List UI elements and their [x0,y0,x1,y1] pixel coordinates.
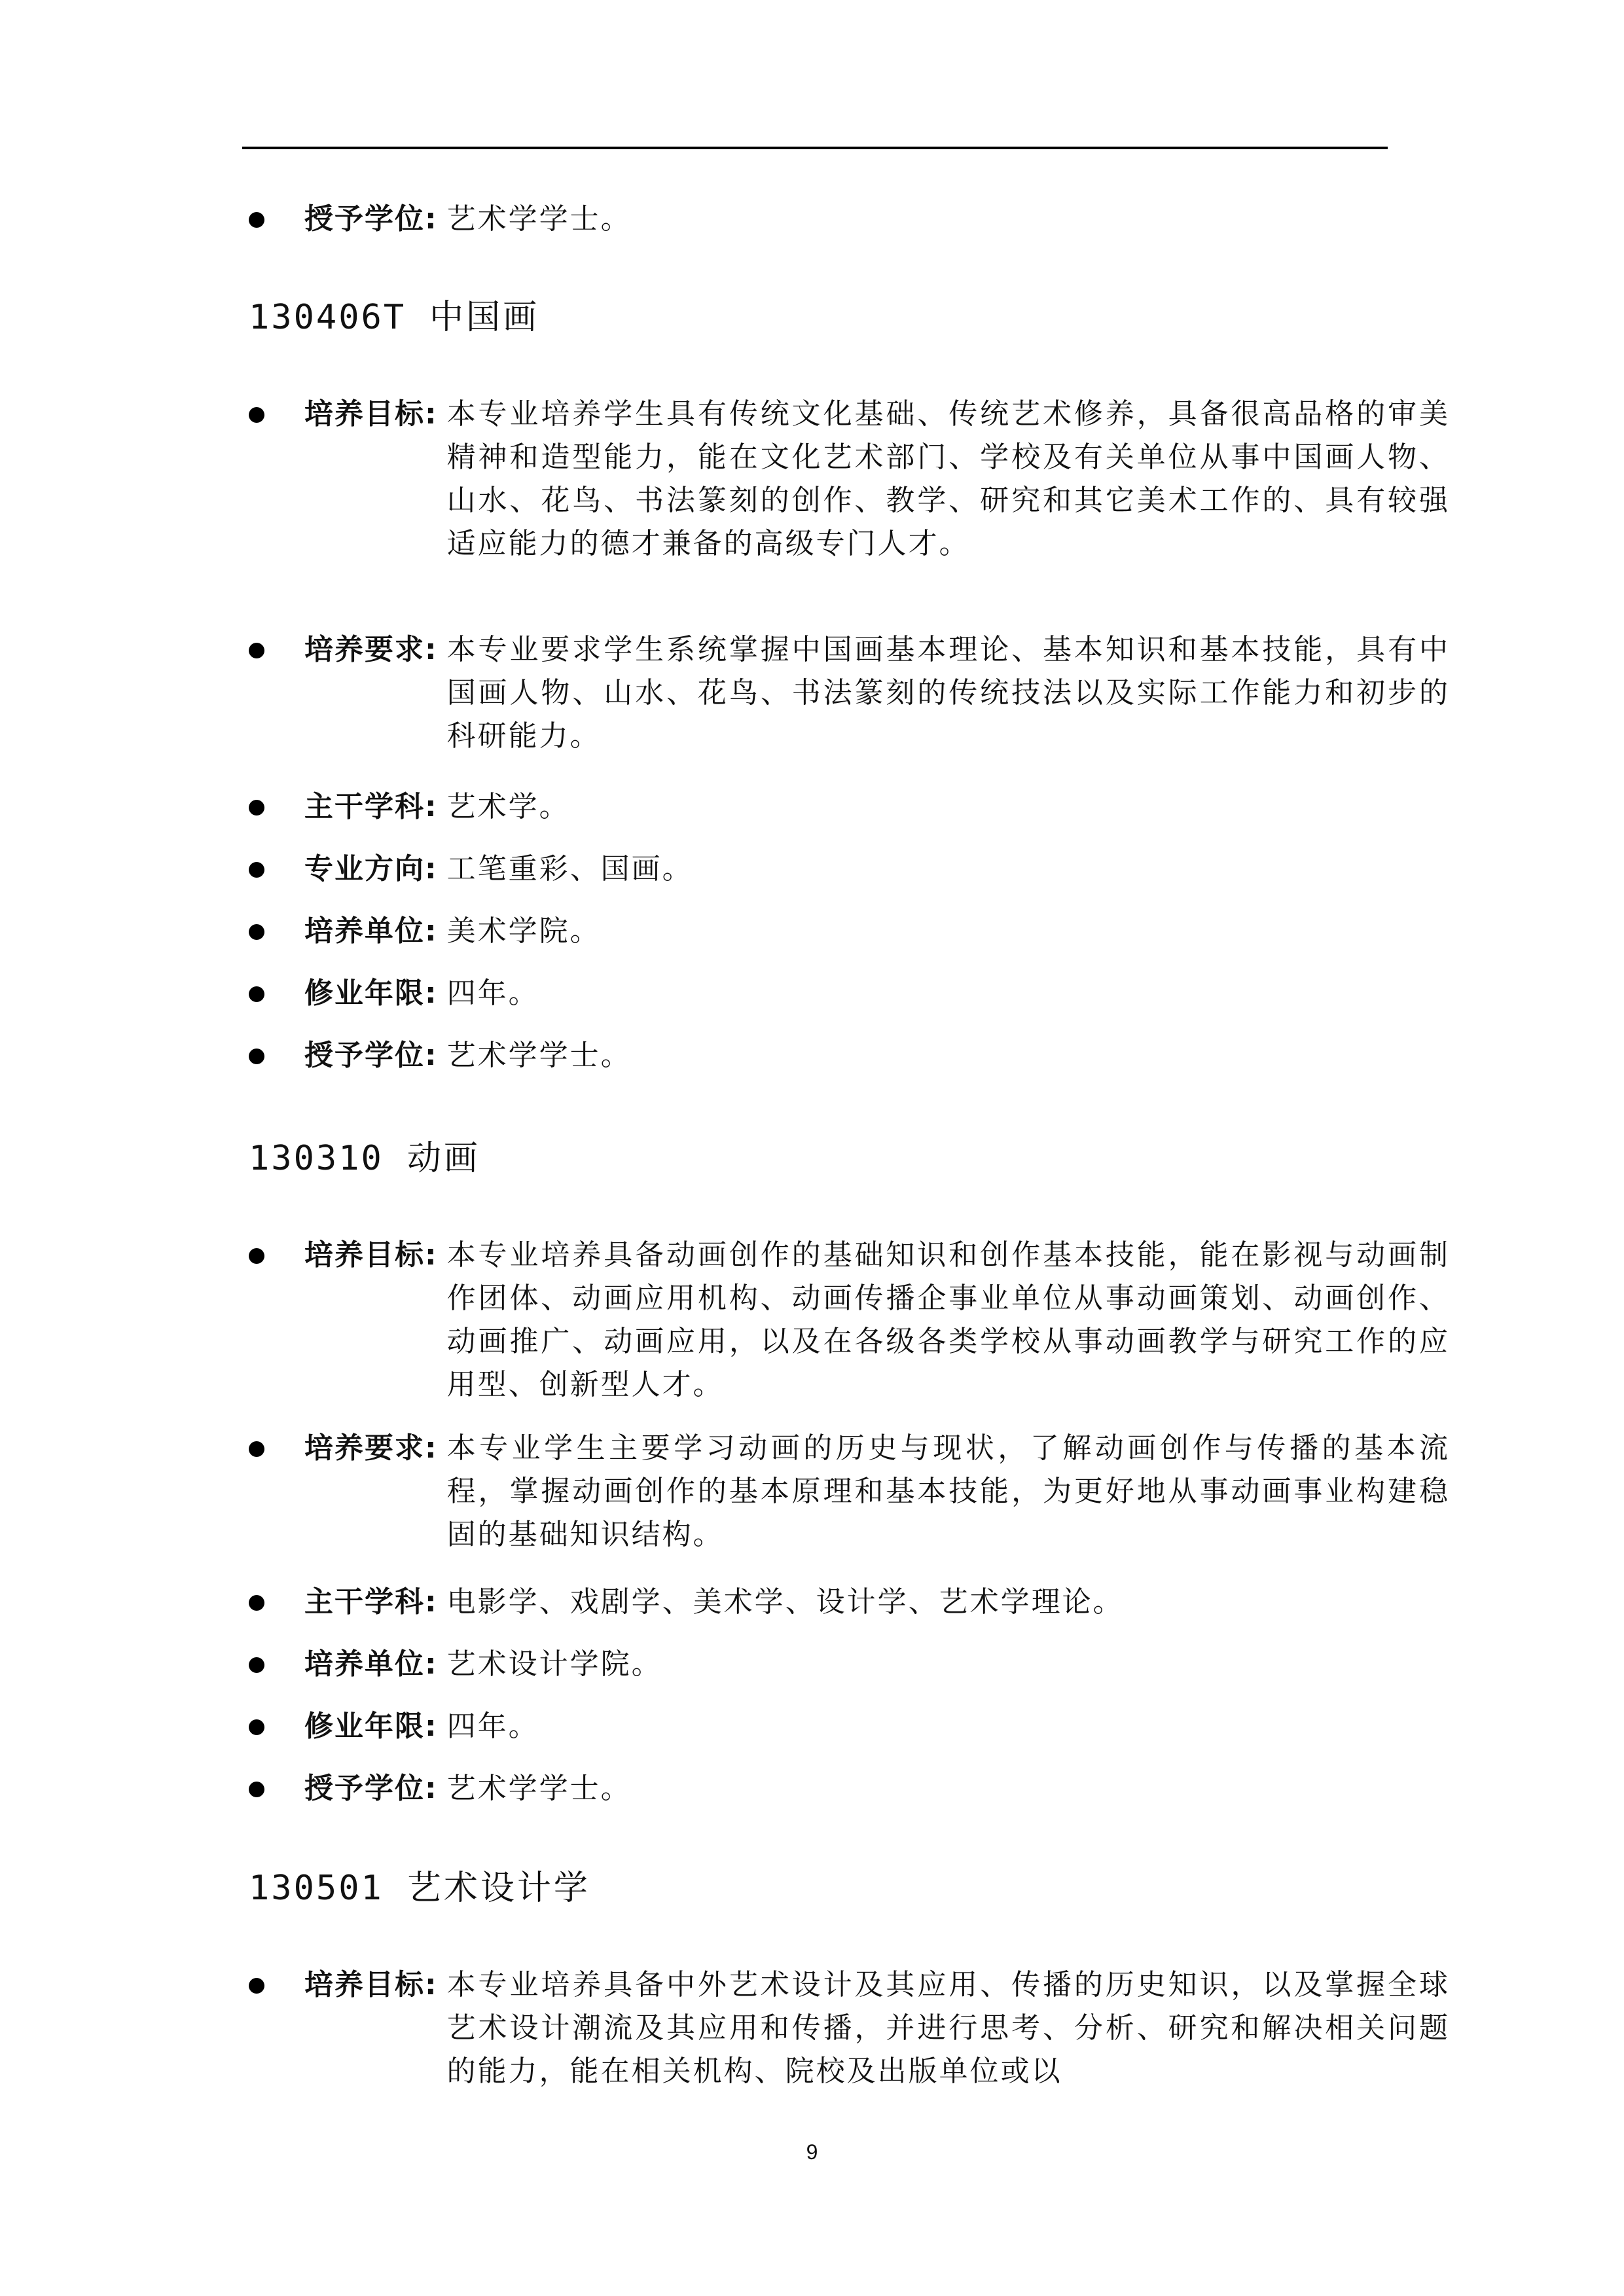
item-text: 本专业要求学生系统掌握中国画基本理论、基本知识和基本技能，具有中国画人物、山水、花鸟、书法篆刻的传统技法以及实际工作能力和初步的科研能力。 [446,633,1450,753]
item-label: 授予学位 [304,202,425,236]
section-heading-chinese-painting [249,295,539,340]
item-colon: : [425,790,437,823]
list-item-study-length [242,972,1450,1015]
list-item-degree-top [242,198,1450,241]
bullet-icon [249,643,264,658]
bullet-icon [249,1657,264,1673]
list-item-degree [242,1767,1450,1810]
bullet-icon [249,1595,264,1611]
item-label: 培养单位 [304,1647,425,1681]
section-name: 中国画 [429,298,540,337]
bullet-icon [249,1719,264,1735]
item-text: 艺术学。 [446,790,570,823]
section-heading-animation [249,1136,480,1181]
bullet-icon [249,1978,264,1994]
item-text: 四年。 [446,977,539,1010]
item-colon: : [425,914,437,948]
item-colon: : [425,1238,437,1272]
item-colon: : [425,1039,437,1072]
item-label: 培养目标 [304,397,425,431]
item-colon: : [425,1968,437,2001]
bullet-icon [249,800,264,816]
item-text: 艺术设计学院。 [446,1647,662,1681]
bullet-icon [249,1248,264,1264]
header-rule [242,147,1388,149]
item-colon: : [425,852,437,886]
list-item-degree [242,1034,1450,1077]
item-label: 主干学科 [304,790,425,823]
section-name: 动画 [406,1139,480,1178]
item-colon: : [425,977,437,1010]
item-text: 本专业学生主要学习动画的历史与现状，了解动画创作与传播的基本流程，掌握动画创作的基本原理和基本技能，为更好地从事动画事业构建稳固的基础知识结构。 [446,1431,1450,1551]
item-text: 工笔重彩、国画。 [446,852,693,886]
list-item-study-length [242,1705,1450,1748]
page-number: 9 [806,2140,818,2164]
bullet-icon [249,986,264,1002]
item-colon: : [425,1772,437,1805]
list-item-training-unit [242,910,1450,953]
item-label: 授予学位 [304,1772,425,1805]
item-label: 修业年限 [304,977,425,1010]
list-item-training-requirement [242,628,1450,758]
item-label: 培养要求 [304,633,425,666]
item-colon: : [425,633,437,666]
item-colon: : [425,1585,437,1619]
bullet-icon [249,1441,264,1457]
item-colon: : [425,1647,437,1681]
list-item-main-discipline [242,785,1450,829]
bullet-icon [249,1049,264,1064]
list-item-main-discipline [242,1581,1450,1624]
list-item-training-goal [242,393,1450,565]
item-label: 培养要求 [304,1431,425,1465]
item-label: 专业方向 [304,852,425,886]
list-item-specialization [242,848,1450,891]
list-item-training-goal [242,1964,1450,2093]
list-item-training-goal [242,1234,1450,1407]
item-label: 授予学位 [304,1039,425,1072]
item-label: 培养目标 [304,1968,425,2001]
item-text: 本专业培养具备动画创作的基础知识和创作基本技能，能在影视与动画制作团体、动画应用机构、动画传播企事业单位从事动画策划、动画创作、动画推广、动画应用，以及在各级各类学校从事动画教学与研究工作的应用型、创新型人才。 [446,1238,1450,1401]
section-code: 130501 [249,1869,384,1908]
item-colon: : [425,1431,437,1465]
bullet-icon [249,862,264,878]
item-label: 培养目标 [304,1238,425,1272]
list-item-training-requirement [242,1427,1450,1556]
item-text: 本专业培养具备中外艺术设计及其应用、传播的历史知识，以及掌握全球艺术设计潮流及其应用和传播，并进行思考、分析、研究和解决相关问题的能力，能在相关机构、院校及出版单位或以 [446,1968,1450,2088]
bullet-icon [249,212,264,228]
section-code: 130406T [249,298,406,337]
item-text: 本专业培养学生具有传统文化基础、传统艺术修养，具备很高品格的审美精神和造型能力，能在文化艺术部门、学校及有关单位从事中国画人物、山水、花鸟、书法篆刻的创作、教学、研究和其它美术工作的、具有较强适应能力的德才兼备的高级专门人才。 [446,397,1450,560]
bullet-icon [249,407,264,423]
item-text: 电影学、戏剧学、美术学、设计学、艺术学理论。 [446,1585,1124,1619]
item-text: 四年。 [446,1710,539,1743]
item-label: 修业年限 [304,1710,425,1743]
item-text: 艺术学学士。 [446,1772,632,1805]
bullet-icon [249,1782,264,1797]
list-item-training-unit [242,1643,1450,1686]
item-colon: : [425,397,437,431]
section-code: 130310 [249,1139,384,1178]
bullet-icon [249,924,264,940]
item-text: 艺术学学士。 [446,1039,632,1072]
section-heading-art-design [249,1865,590,1911]
item-label: 培养单位 [304,914,425,948]
item-text: 艺术学学士。 [446,202,632,236]
item-colon: : [425,202,437,236]
item-label: 主干学科 [304,1585,425,1619]
item-text: 美术学院。 [446,914,601,948]
section-name: 艺术设计学 [406,1869,590,1908]
item-colon: : [425,1710,437,1743]
